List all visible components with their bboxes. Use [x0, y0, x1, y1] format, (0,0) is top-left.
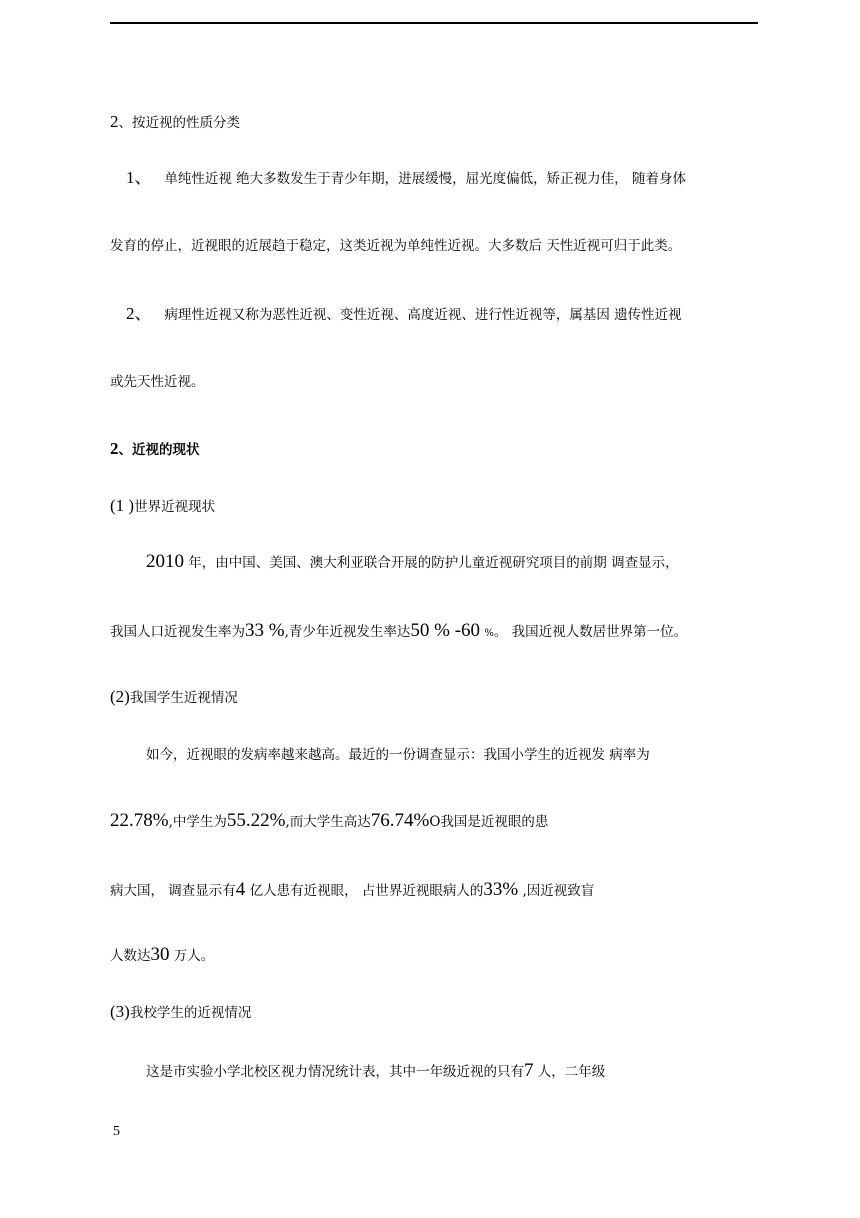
china-paragraph-line-3: 病大国， 调查显示有4 亿人患有近视眼， 占世界近视眼病人的33% ,因近视致盲 [110, 879, 595, 900]
item-2-line-2: 或先天性近视。 [110, 374, 205, 390]
section-heading-classification: 2、按近视的性质分类 [110, 112, 240, 131]
world-paragraph-line-1: 2010 年，由中国、美国、澳大利亚联合开展的防护儿童近视研究项目的前期 调查显示， [146, 551, 679, 572]
school-heading: (3)我校学生的近视情况 [110, 1002, 252, 1021]
section-heading-status: 2、近视的现状 [110, 439, 200, 458]
world-paragraph-line-2: 我国人口近视发生率为33 %,青少年近视发生率达50 % -60 %。 我国近视人数居世界第一位。 [110, 620, 688, 641]
school-paragraph-line-1: 这是市实验小学北校区视力情况统计表，其中一年级近视的只有7 人，二年级 [146, 1060, 606, 1081]
page-number: 5 [113, 1124, 120, 1139]
header-rule [110, 22, 758, 24]
item-1-line-1: 1、 单纯性近视 绝大多数发生于青少年期，进展缓慢，屈光度偏低，矫正视力佳， 随着身体 [126, 168, 686, 187]
world-heading: (1 )世界近视现状 [110, 496, 216, 515]
item-2-line-1: 2、 病理性近视又称为恶性近视、变性近视、高度近视、进行性近视等，属基因 遗传性近视 [126, 304, 682, 323]
china-paragraph-line-2: 22.78%,中学生为55.22%,而大学生高达76.74%O我国是近视眼的患 [110, 810, 549, 831]
item-1-line-2: 发育的停止，近视眼的近展趋于稳定，这类近视为单纯性近视。大多数后 天性近视可归于此类。 [110, 238, 682, 254]
china-heading: (2)我国学生近视情况 [110, 687, 238, 706]
china-paragraph-line-1: 如今，近视眼的发病率越来越高。最近的一份调查显示：我国小学生的近视发 病率为 [146, 747, 650, 763]
china-paragraph-line-4: 人数达30 万人。 [110, 944, 215, 965]
